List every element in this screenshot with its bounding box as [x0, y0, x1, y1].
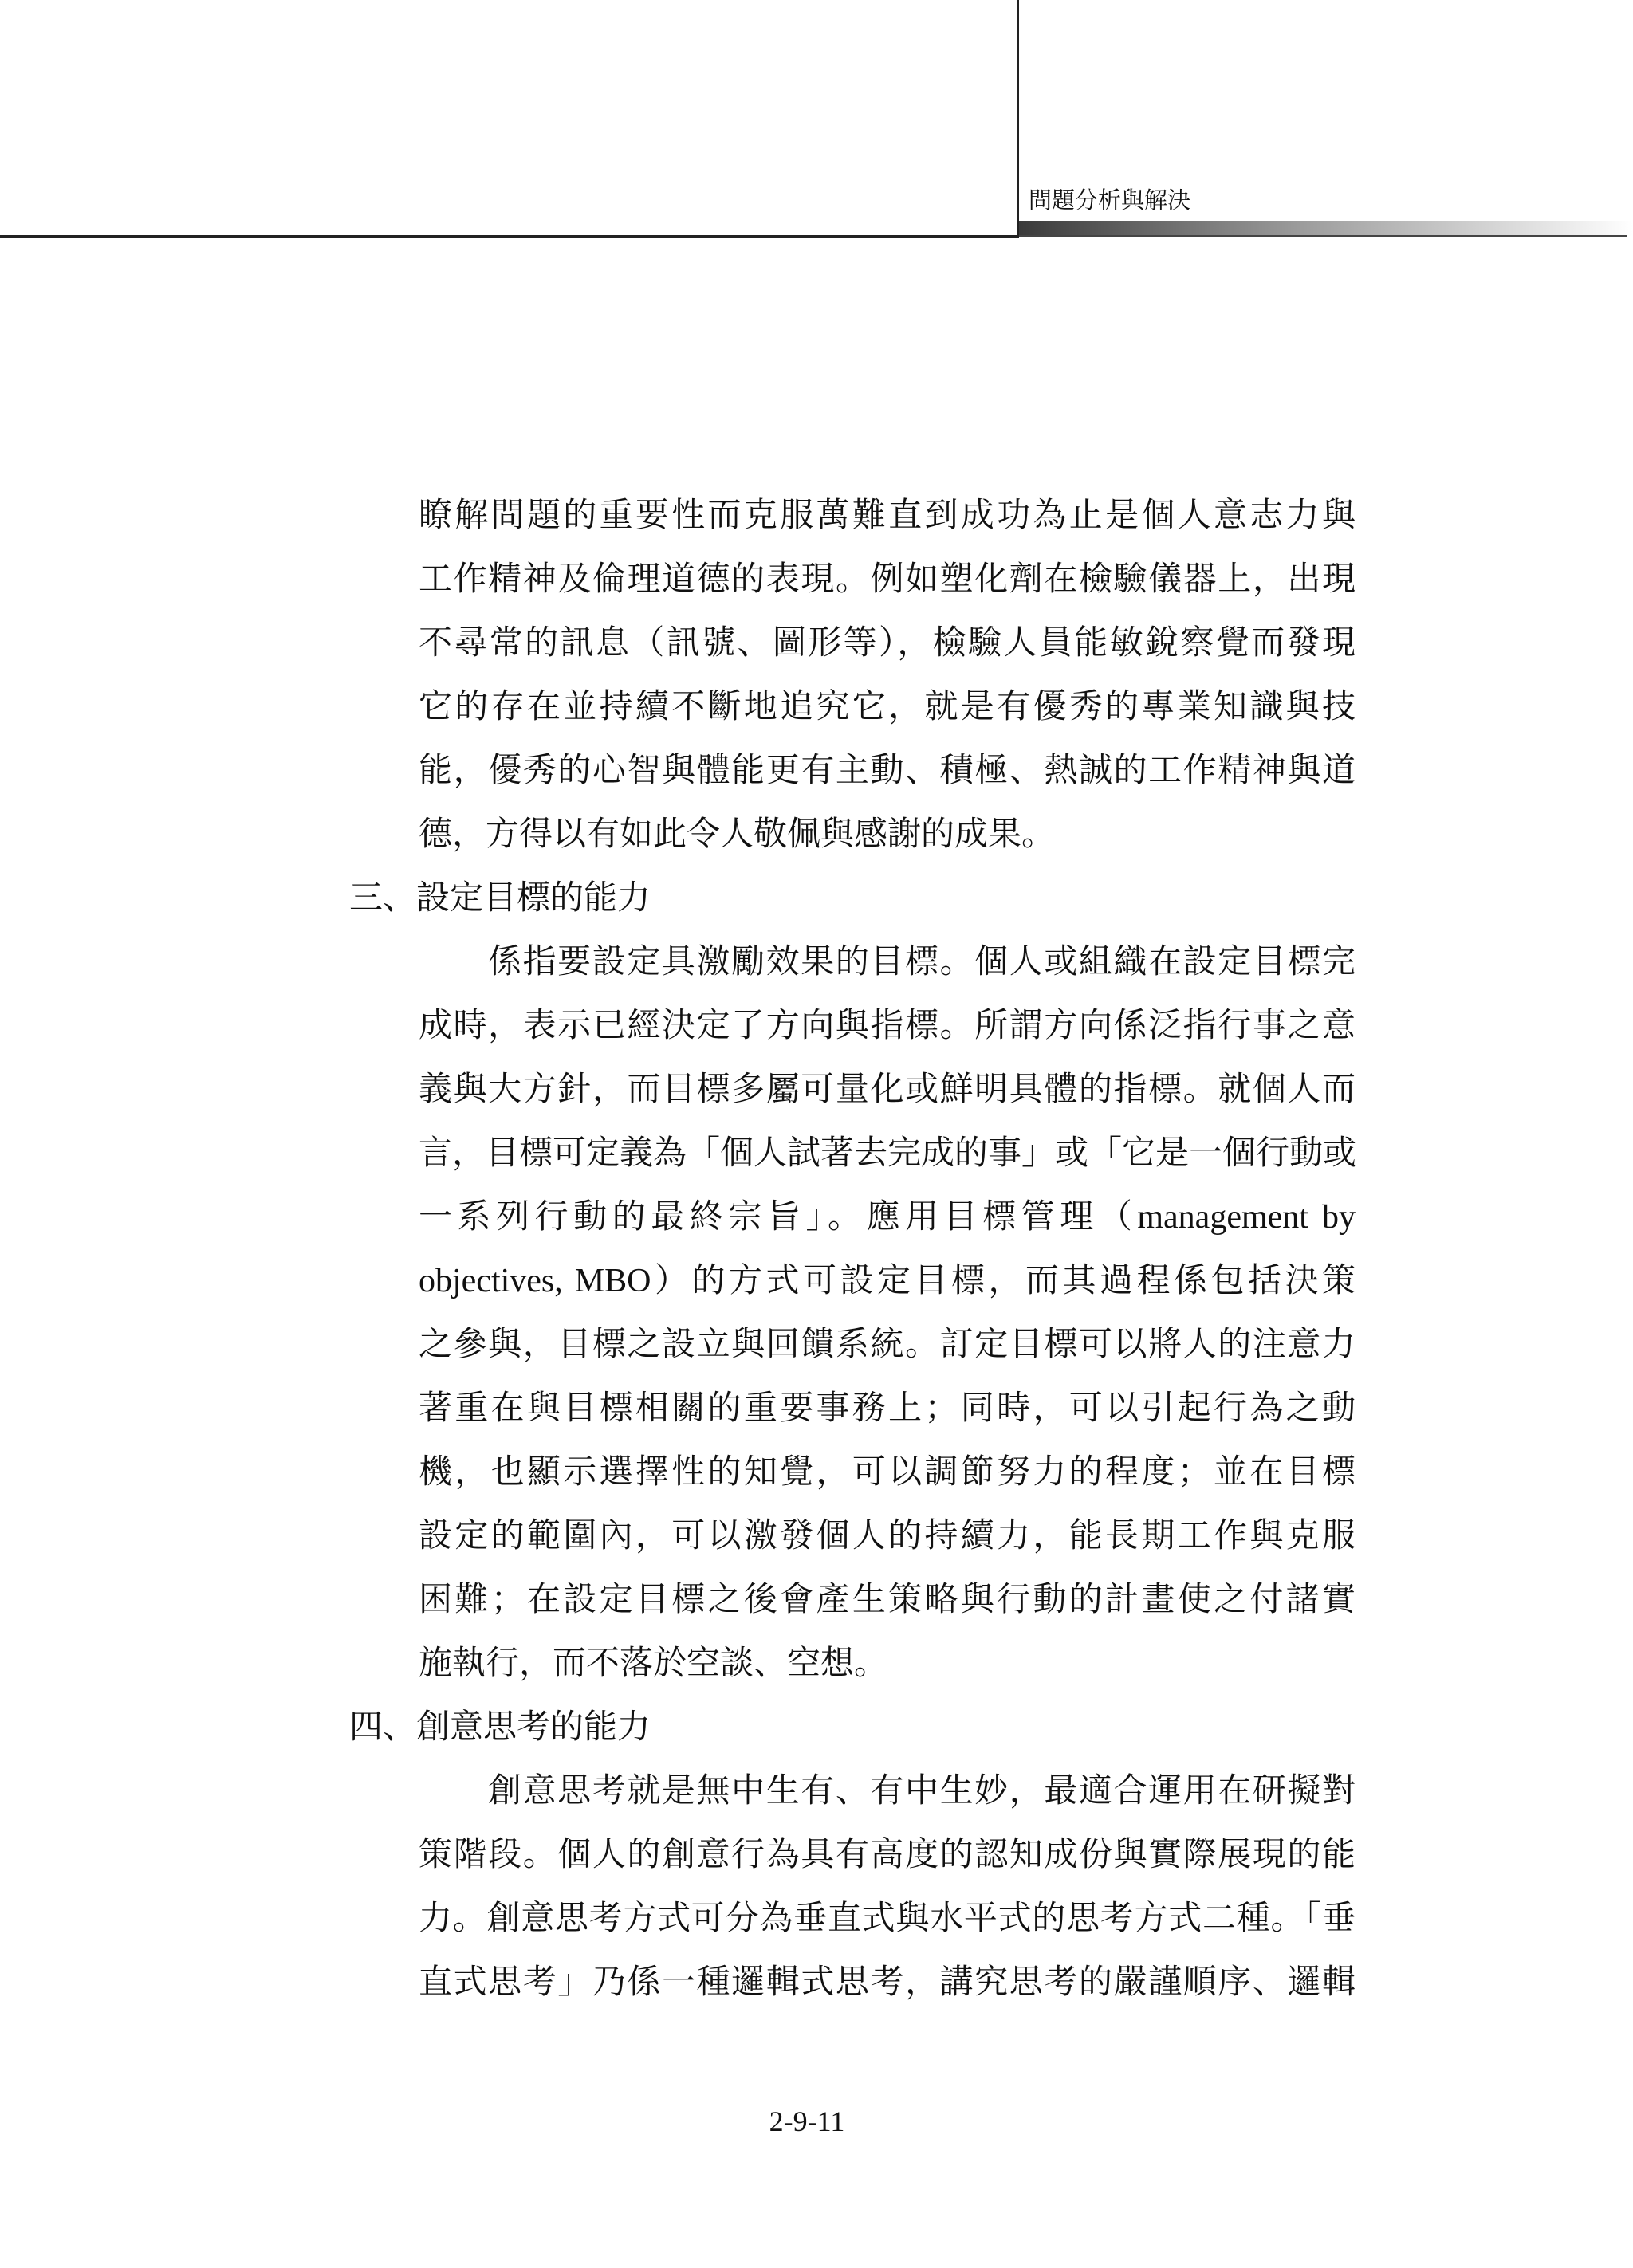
text-line: 施執行，而不落於空談、空想。 — [419, 1645, 888, 1682]
text-line: 著重在與目標相關的重要事務上；同時，可以引起行為之動 — [419, 1390, 1356, 1427]
header-vertical-rule — [1017, 0, 1019, 238]
text-line: 能，優秀的心智與體能更有主動、積極、熱誠的工作精神與道 — [419, 753, 1356, 789]
text-line: 直式思考」乃係一種邏輯式思考，講究思考的嚴謹順序、邏輯 — [419, 1964, 1356, 2001]
section-heading: 四、創意思考的能力 — [349, 1709, 651, 1746]
header-gradient-underline — [1019, 235, 1627, 237]
text-line: 係指要設定具激勵效果的目標。個人或組織在設定目標完 — [488, 944, 1356, 981]
text-line: 成時，表示已經決定了方向與指標。所謂方向係泛指行事之意 — [419, 1008, 1356, 1044]
text-line: 力。創意思考方式可分為垂直式與水平式的思考方式二種。「垂 — [419, 1900, 1356, 1937]
text-line: 創意思考就是無中生有、有中生妙，最適合運用在研擬對 — [488, 1773, 1356, 1810]
text-line: 機，也顯示選擇性的知覺，可以調節努力的程度；並在目標 — [419, 1454, 1356, 1491]
header-gradient-bar — [1019, 221, 1633, 236]
text-line: 言，目標可定義為「個人試著去完成的事」或「它是一個行動或 — [419, 1135, 1357, 1172]
text-line: 之參與，目標之設立與回饋系統。訂定目標可以將人的注意力 — [419, 1327, 1356, 1363]
text-line: 困難；在設定目標之後會產生策略與行動的計畫使之付諸實 — [419, 1582, 1356, 1618]
section-heading: 三、設定目標的能力 — [349, 880, 651, 917]
text-line: 義與大方針，而目標多屬可量化或鮮明具體的指標。就個人而 — [419, 1071, 1356, 1108]
header-horizontal-rule — [0, 235, 1019, 238]
text-line: 瞭解問題的重要性而克服萬難直到成功為止是個人意志力與 — [419, 497, 1356, 534]
text-line: 設定的範圍內，可以激發個人的持續力，能長期工作與克服 — [419, 1518, 1356, 1555]
text-line: 不尋常的訊息（訊號、圖形等），檢驗人員能敏銳察覺而發現 — [419, 625, 1356, 662]
text-line: 它的存在並持續不斷地追究它，就是有優秀的專業知識與技 — [419, 689, 1356, 725]
text-line: objectives, MBO）的方式可設定目標，而其過程係包括決策 — [419, 1263, 1356, 1299]
page-number: 2-9-11 — [769, 2105, 845, 2137]
text-line: 策階段。個人的創意行為具有高度的認知成份與實際展現的能 — [419, 1837, 1356, 1873]
text-line: 一系列行動的最終宗旨」。應用目標管理（management by — [419, 1199, 1356, 1236]
text-line: 德，方得以有如此令人敬佩與感謝的成果。 — [419, 816, 1056, 853]
text-line: 工作精神及倫理道德的表現。例如塑化劑在檢驗儀器上，出現 — [419, 561, 1356, 598]
running-title: 問題分析與解決 — [1029, 188, 1191, 214]
